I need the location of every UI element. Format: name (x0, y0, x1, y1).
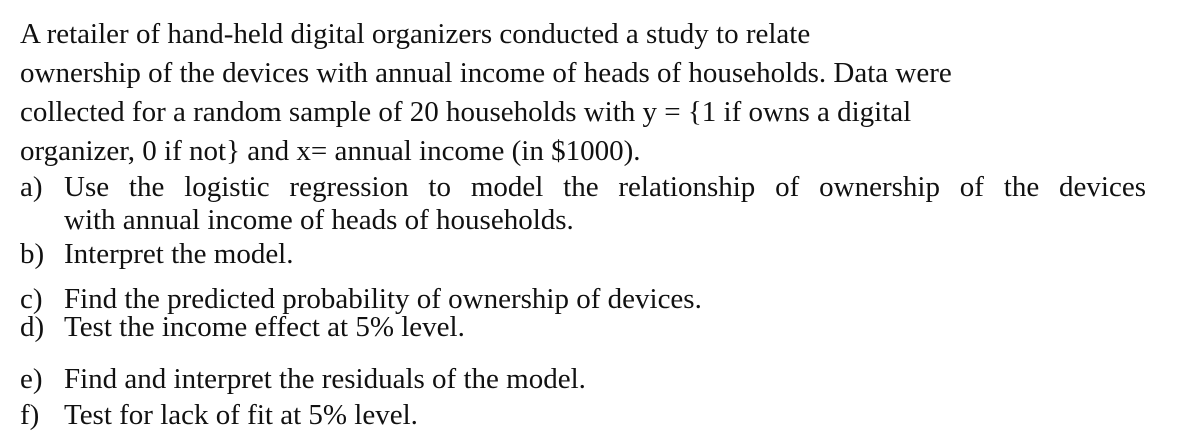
intro-line-4: organizer, 0 if not} and x= annual income (in $1000). (20, 135, 641, 167)
question-b-marker: b) (20, 238, 45, 270)
question-f-text: Test for lack of fit at 5% level. (64, 399, 418, 431)
question-c-text: Find the predicted probability of ownership of devices. (64, 283, 702, 315)
question-e (20, 362, 586, 396)
intro-line-1: A retailer of hand-held digital organizers conducted a study to relate (20, 18, 811, 50)
question-a-continuation: with annual income of heads of households. (64, 204, 574, 236)
intro-line-2: ownership of the devices with annual income of heads of households. Data were (20, 57, 952, 89)
question-a-text: Use the logistic regression to model the relationship of ownership of the devices (64, 171, 1146, 203)
question-f (20, 398, 418, 432)
question-d-marker: d) (20, 311, 45, 343)
question-a (20, 170, 1146, 204)
question-b-text: Interpret the model. (64, 238, 294, 270)
question-a-marker: a) (20, 171, 43, 203)
question-d (20, 310, 465, 344)
question-f-marker: f) (20, 399, 40, 431)
question-e-text: Find and interpret the residuals of the model. (64, 363, 586, 395)
question-e-marker: e) (20, 363, 43, 395)
intro-line-3: collected for a random sample of 20 households with y = {1 if owns a digital (20, 96, 912, 128)
question-c-marker: c) (20, 283, 43, 315)
question-d-text: Test the income effect at 5% level. (64, 311, 465, 343)
question-b (20, 237, 294, 271)
